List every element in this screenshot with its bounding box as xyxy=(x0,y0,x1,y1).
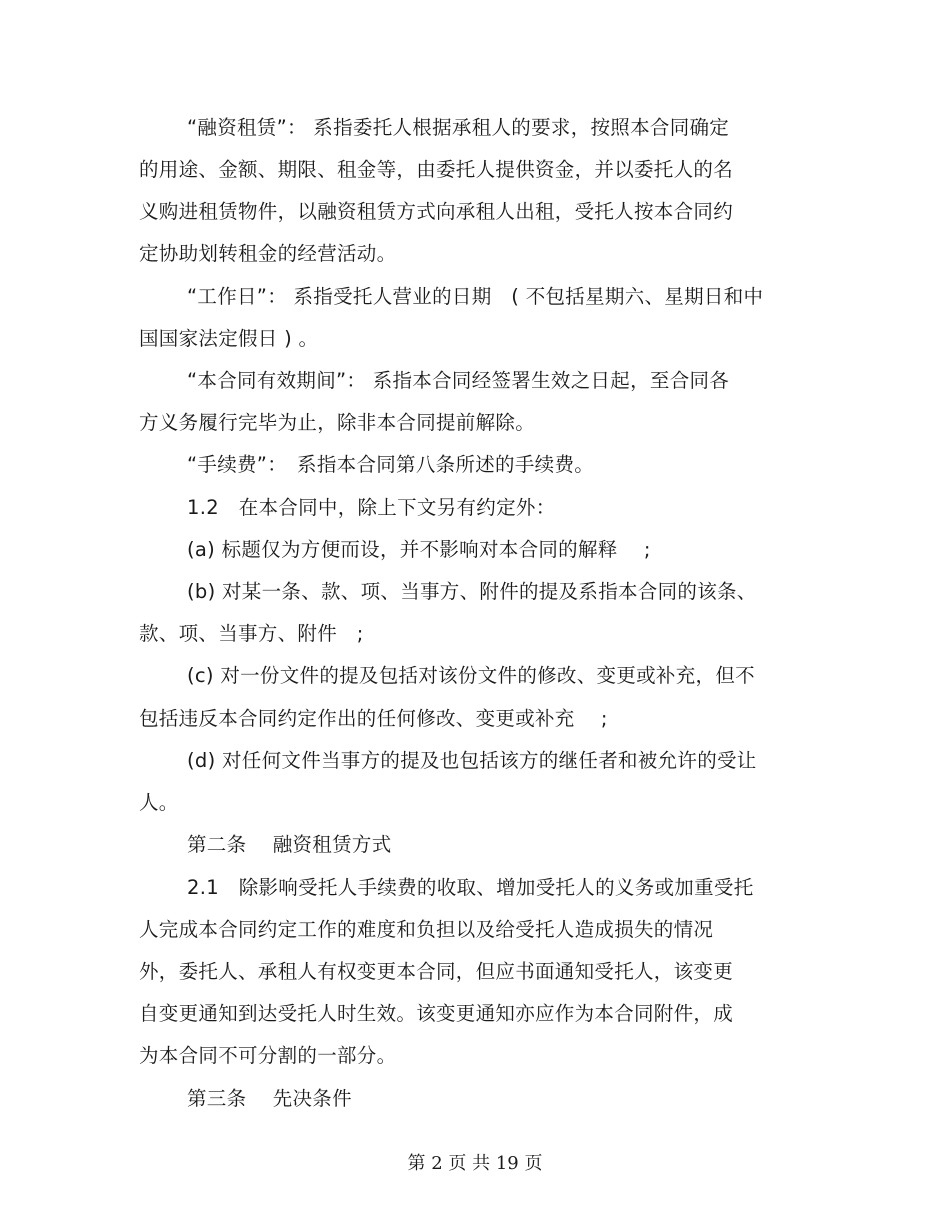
para-financing-lease-line-2: 的用途、金额、期限、租金等，由委托人提供资金，并以委托人的名 xyxy=(139,158,734,181)
clause-1-2-c-line-1: (c) 对一份文件的提及包括对该份文件的修改、变更或补充，但不 xyxy=(187,664,755,687)
clause-1-2-b-line-1: (b) 对某一条、款、项、当事方、附件的提及系指本合同的该条、 xyxy=(187,580,757,603)
clause-2-1-line-3: 外，委托人、承租人有权变更本合同，但应书面通知受托人，该变更 xyxy=(139,960,734,983)
para-working-day-line-2: 国国家法定假日 ) 。 xyxy=(139,327,319,350)
page-number-footer: 第 2 页 共 19 页 xyxy=(407,1153,543,1174)
para-service-fee: “手续费”： 系指本合同第八条所述的手续费。 xyxy=(187,453,595,476)
clause-2-1-line-4: 自变更通知到达受托人时生效。该变更通知亦应作为本合同附件，成 xyxy=(139,1002,734,1025)
para-financing-lease-line-4: 定协助划转租金的经营活动。 xyxy=(139,242,397,265)
para-financing-lease-line-3: 义购进租赁物件，以融资租赁方式向承租人出租，受托人按本合同约 xyxy=(139,200,734,223)
para-financing-lease-line-1: “融资租赁”： 系指委托人根据承租人的要求，按照本合同确定 xyxy=(187,116,730,139)
clause-2-1-line-5: 为本合同不可分割的一部分。 xyxy=(139,1044,397,1067)
clause-1-2-c-line-2: 包括违反本合同约定作出的任何修改、变更或补充 ; xyxy=(139,707,608,730)
clause-1-2: 1.2 在本合同中，除上下文另有约定外： xyxy=(187,496,556,519)
article-3-heading: 第三条 先决条件 xyxy=(187,1087,352,1110)
para-working-day-line-1: “工作日”： 系指受托人营业的日期 ( 不包括星期六、星期日和中 xyxy=(187,285,764,308)
article-2-heading: 第二条 融资租赁方式 xyxy=(187,833,392,856)
clause-1-2-d-line-1: (d) 对任何文件当事方的提及也包括该方的继任者和被允许的受让 xyxy=(187,749,757,772)
clause-1-2-d-line-2: 人。 xyxy=(139,791,179,814)
para-validity-period-line-1: “本合同有效期间”： 系指本合同经签署生效之日起，至合同各 xyxy=(187,369,730,392)
para-validity-period-line-2: 方义务履行完毕为止，除非本合同提前解除。 xyxy=(139,411,536,434)
clause-2-1-line-1: 2.1 除影响受托人手续费的收取、增加受托人的义务或加重受托 xyxy=(187,876,754,899)
clause-1-2-b-line-2: 款、项、当事方、附件 ; xyxy=(139,622,364,645)
clause-2-1-line-2: 人完成本合同约定工作的难度和负担以及给受托人造成损失的情况 xyxy=(139,918,714,941)
clause-1-2-a: (a) 标题仅为方便而设，并不影响对本合同的解释 ; xyxy=(187,538,651,561)
